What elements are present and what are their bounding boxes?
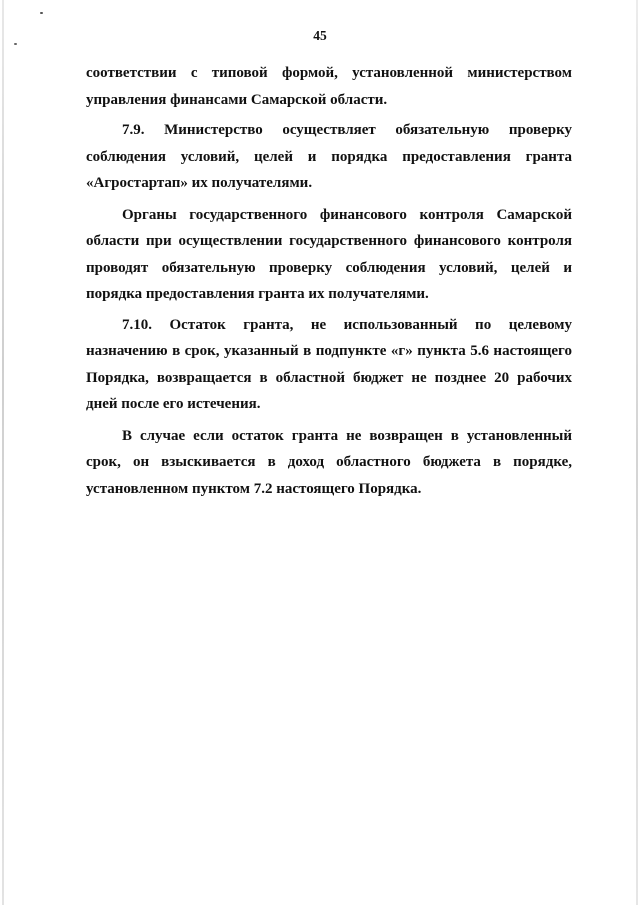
paragraph-financial-control: Органы государственного финансового контроля Самарской области при осуществлении государственного финансового контроля проводят обязательную проверку соблюдения условий, целей и порядка предоставления гранта их получателями. (86, 206, 572, 302)
paragraph-7-9: 7.9. Министерство осуществляет обязательную проверку соблюдения условий, целей и порядка предоставления гранта «Агростартап» их получателями. (86, 122, 572, 191)
scan-edge-right (636, 0, 638, 905)
scan-speck (40, 12, 43, 14)
paragraph-grant-return: В случае если остаток гранта не возвращен в установленный срок, он взыскивается в доход областного бюджета в порядке, установленном пунктом 7.2 настоящего Порядка. (86, 427, 572, 497)
paragraph-7-10: 7.10. Остаток гранта, не использованный по целевому назначению в срок, указанный в подпункте «г» пункта 5.6 настоящего Порядка, возвращается в областной бюджет не позднее 20 рабочих дней после его истечения. (86, 316, 572, 412)
page-number: 45 (313, 28, 327, 43)
document-body (86, 60, 572, 502)
scan-edge-left (2, 0, 4, 905)
paragraph-continuation: соответствии с типовой формой, установленной министерством управления финансами Самарской области. (86, 65, 572, 108)
